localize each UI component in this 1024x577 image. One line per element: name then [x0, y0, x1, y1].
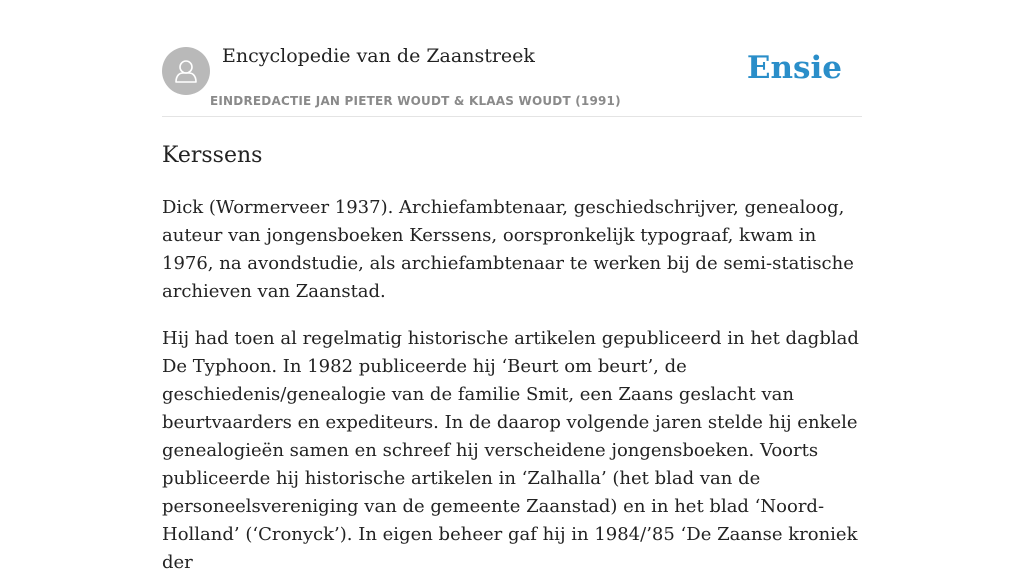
entry-paragraph: Dick (Wormerveer 1937). Archiefambtenaar, geschiedschrijver, genealoog, auteur van jongensboeken Kerssens, oorspronkelijk typograaf, kwam in 1976, na avondstudie, als archiefambtenaar te werken bij de semi-statische archieven van Zaanstad.: [162, 197, 854, 302]
brand-logo[interactable]: Ensie: [746, 50, 842, 86]
editors-credit: EINDREDACTIE JAN PIETER WOUDT & KLAAS WOUDT (1991): [210, 94, 621, 108]
page: [162, 0, 862, 577]
header: [162, 0, 862, 117]
entry-title: Kerssens: [162, 143, 263, 168]
avatar[interactable]: [162, 47, 210, 95]
book-title[interactable]: Encyclopedie van de Zaanstreek: [222, 45, 535, 67]
entry-paragraph: Hij had toen al regelmatig historische artikelen gepubliceerd in het dagblad De Typhoon. In 1982 publiceerde hij ‘Beurt om beurt’, de geschiedenis/genealogie van de familie Smit, een Zaans geslacht van beurtvaarders en expediteurs. In de daarop volgende jaren stelde hij enkele genealogieën samen en schreef hij verscheidene jongensboeken. Voorts publiceerde hij historische artikelen in ‘Zalhalla’ (het blad van de personeelsvereniging van de gemeente Zaanstad) en in het blad ‘Noord-Holland’ (‘Cronyck’). In eigen beheer gaf hij in 1984/’85 ‘De Zaanse kroniek der: [162, 328, 859, 573]
user-icon: [171, 56, 201, 86]
